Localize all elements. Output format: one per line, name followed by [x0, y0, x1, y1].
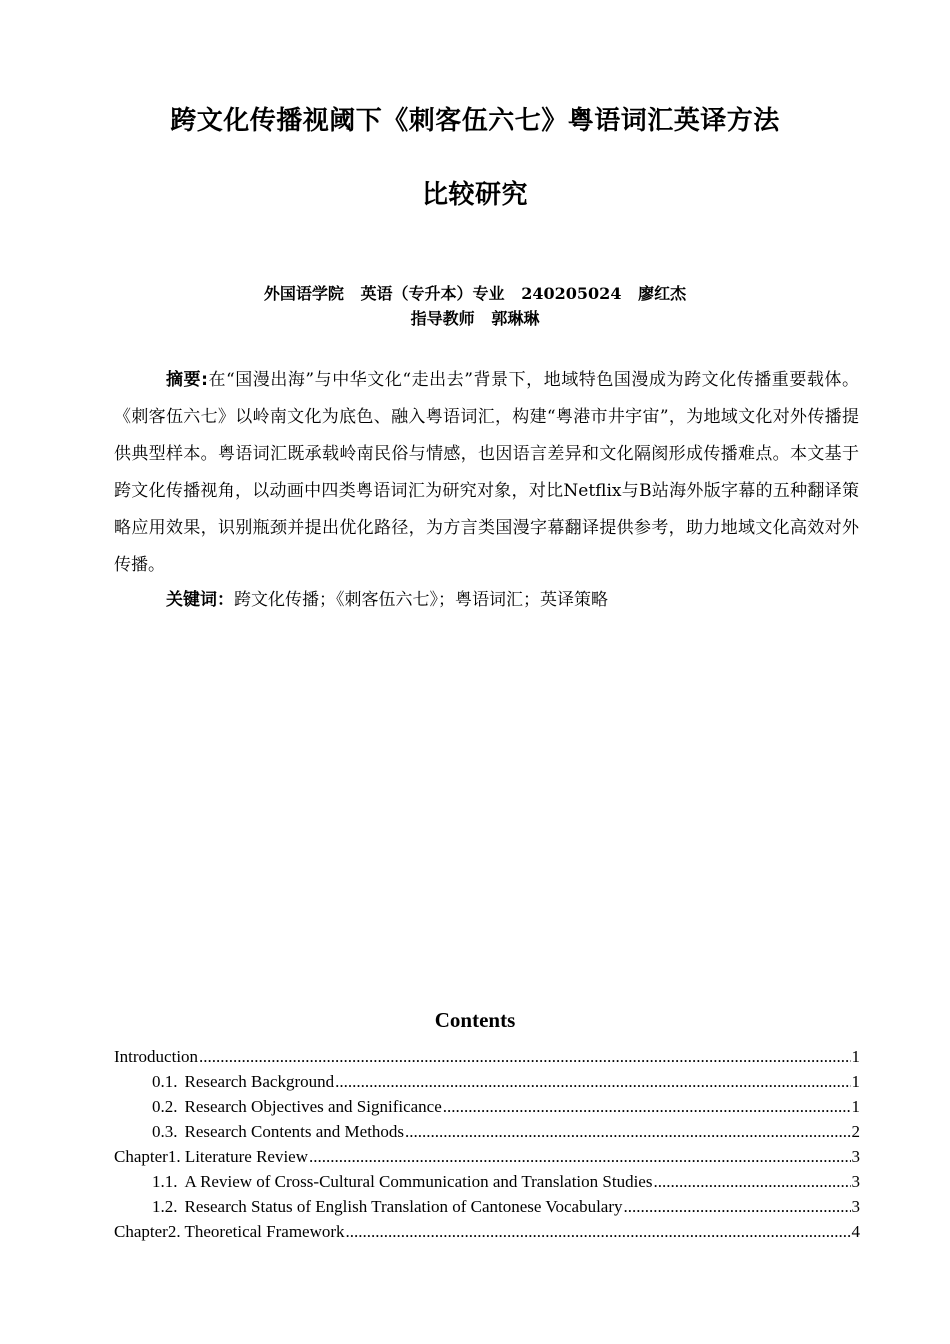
toc-entry-text: Research Status of English Translation of Cantonese Vocabulary: [184, 1197, 623, 1216]
toc-entry-text: A Review of Cross-Cultural Communication and Translation Studies: [184, 1172, 653, 1191]
toc-entry-text: Research Contents and Methods: [184, 1122, 405, 1141]
toc-entry[interactable]: [114, 1194, 860, 1219]
toc-leader-dots: [346, 1219, 851, 1244]
toc-entry[interactable]: [114, 1069, 860, 1094]
toc-entry[interactable]: [114, 1119, 860, 1144]
toc-leader-dots: [443, 1094, 851, 1119]
toc-leader-dots: [335, 1069, 850, 1094]
toc-entry-text: Research Objectives and Significance: [184, 1097, 442, 1116]
abstract-text: 在“国漫出海”与中华文化“走出去”背景下，地域特色国漫成为跨文化传播重要载体。《刺客伍六七》以岭南文化为底色、融入粤语词汇，构建“粤港市井宇宙”，为地域文化对外传播提供典型样本。粤语词汇既承载岭南民俗与情感，也因语言差异和文化隔阂形成传播难点。本文基于跨文化传播视角，以动画中四类粤语词汇为研究对象，对比Netflix与B站海外版字幕的五种翻译策略应用效果，识别瓶颈并提出优化路径，为方言类国漫字幕翻译提供参考，助力地域文化高效对外传播。: [114, 370, 859, 575]
toc-entry-page: 3: [851, 1147, 860, 1166]
toc-entry-number: 1.1.: [152, 1172, 178, 1191]
abstract-label: 摘要:: [166, 370, 208, 390]
toc-leader-dots: [653, 1169, 850, 1194]
toc-entry[interactable]: [114, 1169, 860, 1194]
toc-leader-dots: [309, 1144, 850, 1169]
toc-entry-number: 0.2.: [152, 1097, 178, 1116]
toc-entry-text: Chapter1. Literature Review: [114, 1147, 309, 1166]
toc-leader-dots: [405, 1119, 850, 1144]
paper-title-line-1: 跨文化传播视阈下《刺客伍六七》粤语词汇英译方法: [170, 106, 780, 136]
toc-title: Contents: [434, 1008, 516, 1032]
toc-entry-text: Introduction: [114, 1047, 199, 1066]
toc-entry-page: 3: [851, 1172, 860, 1191]
abstract-paragraph: [114, 362, 859, 584]
toc-entry-text: Chapter2. Theoretical Framework: [114, 1222, 345, 1241]
paper-title-line-2: 比较研究: [421, 180, 528, 210]
toc-entry-page: 2: [851, 1122, 860, 1141]
toc-entry[interactable]: [114, 1219, 860, 1244]
keywords-text: 跨文化传播；《刺客伍六七》；粤语词汇；英译策略: [234, 590, 608, 610]
toc-entry-page: 1: [851, 1097, 860, 1116]
toc-entry-page: 3: [851, 1197, 860, 1216]
toc-leader-dots: [624, 1194, 851, 1219]
keywords-label: 关键词：: [166, 590, 234, 610]
toc-entry-number: 1.2.: [152, 1197, 178, 1216]
toc-entry-number: 0.1.: [152, 1072, 178, 1091]
author-info: 外国语学院 英语（专升本）专业 240205024 廖红杰: [263, 284, 687, 303]
toc-entry-page: 4: [851, 1222, 860, 1241]
toc-entry[interactable]: [114, 1144, 860, 1169]
keywords-line: [166, 586, 608, 614]
toc-entry-page: 1: [851, 1072, 860, 1091]
toc-entry-page: 1: [851, 1047, 860, 1066]
table-of-contents: [114, 1044, 860, 1244]
toc-entry[interactable]: [114, 1094, 860, 1119]
toc-entry[interactable]: [114, 1044, 860, 1069]
toc-leader-dots: [199, 1044, 850, 1069]
advisor-info: 指导教师 郭琳琳: [410, 309, 540, 328]
toc-entry-text: Research Background: [184, 1072, 335, 1091]
toc-entry-number: 0.3.: [152, 1122, 178, 1141]
